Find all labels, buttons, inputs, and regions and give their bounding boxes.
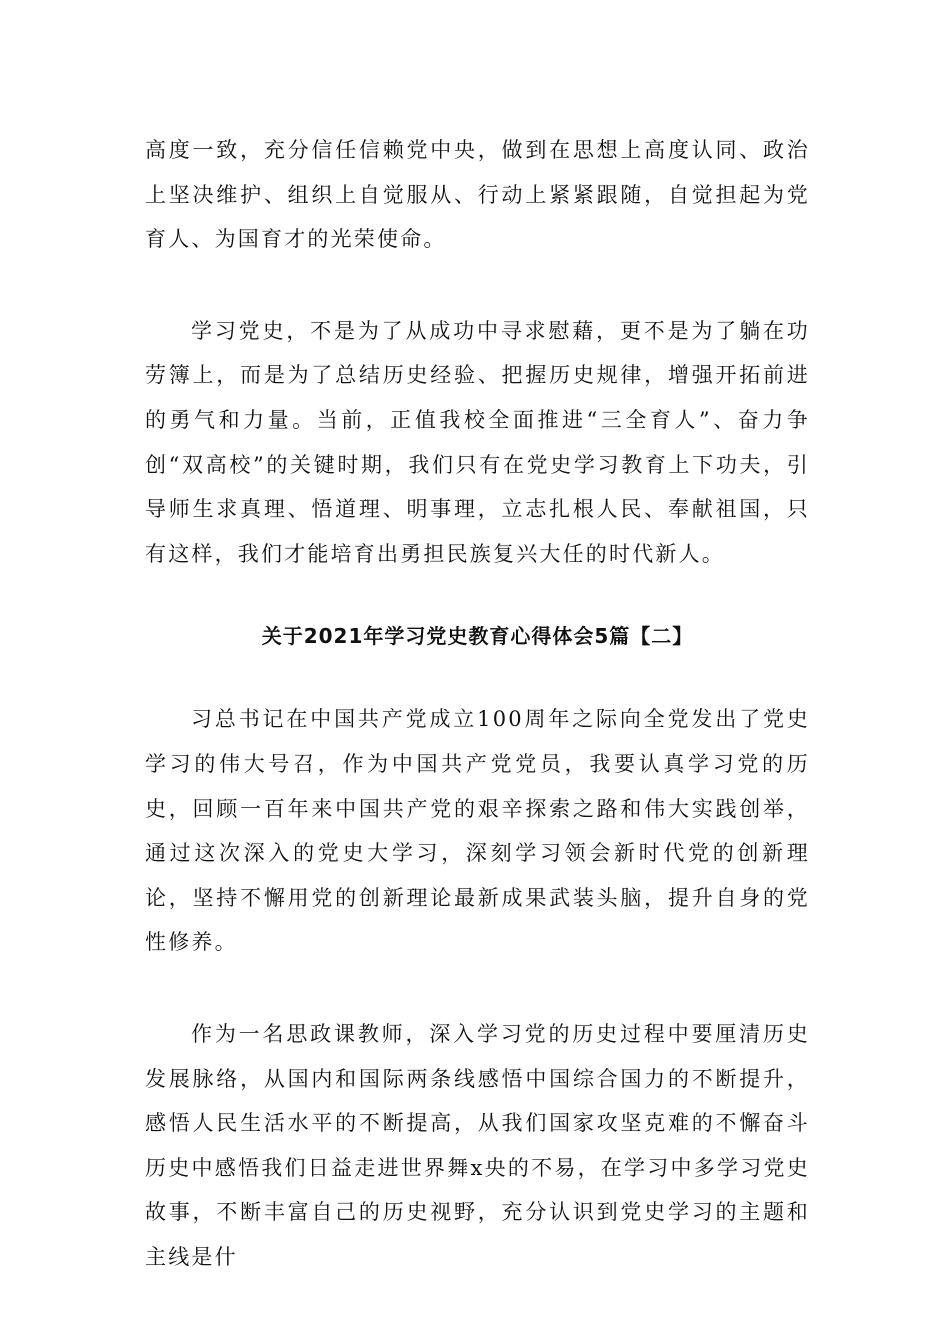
paragraph-centenary-call: 习总书记在中国共产党成立100周年之际向全党发出了党史学习的伟大号召，作为中国共产党党员，我要认真学习党的历史，回顾一百年来中国共产党的艰辛探索之路和伟大实践创举，通过这次深入的党史大学习，深刻学习领会新时代党的创新理论，坚持不懈用党的创新理论最新成果武装头脑，提升自身的党性修养。 — [145, 707, 810, 955]
paragraph-study-history: 学习党史，不是为了从成功中寻求慰藉，更不是为了躺在功劳簿上，而是为了总结历史经验、把握历史规律，增强开拓前进的勇气和力量。当前，正值我校全面推进“三全育人”、奋力争创“双高校”的关键时期，我们只有在党史学习教育上下功夫，引导师生求真理、悟道理、明事理，立志扎根人民、奉献祖国，只有这样，我们才能培育出勇担民族复兴大任的时代新人。 — [145, 318, 810, 566]
section-heading: 关于2021年学习党史教育心得体会5篇【二】 — [261, 624, 694, 649]
paragraph-continuation: 高度一致，充分信任信赖党中央，做到在思想上高度认同、政治上坚决维护、组织上自觉服从、行动上紧紧跟随，自觉担起为党育人、为国育才的光荣使命。 — [145, 138, 810, 252]
paragraph-teacher-reflection: 作为一名思政课教师，深入学习党的历史过程中要厘清历史发展脉络，从国内和国际两条线感悟中国综合国力的不断提升，感悟人民生活水平的不断提高，从我们国家攻坚克难的不懈奋斗历史中感悟我们日益走进世界舞x央的不易，在学习中多学习党史故事，不断丰富自己的历史视野，充分认识到党史学习的主题和主线是什 — [145, 1021, 810, 1269]
document-body — [145, 128, 810, 1279]
